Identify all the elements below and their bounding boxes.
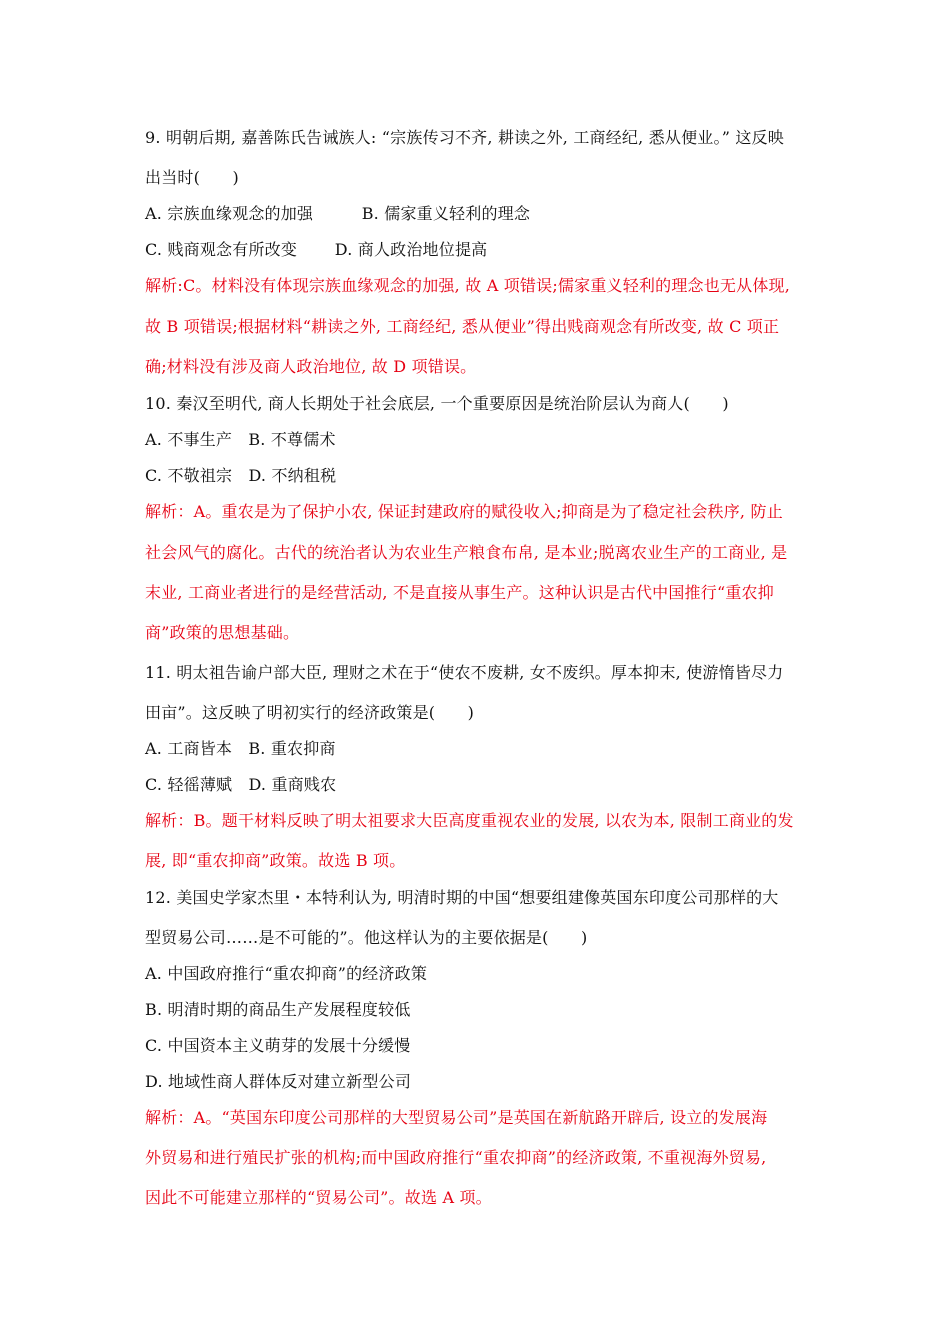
question-12-analysis-line-2: 外贸易和进行殖民扩张的机构;而中国政府推行“重农抑商”的经济政策, 不重视海外贸易,: [145, 1148, 767, 1167]
question-9-analysis-line-2: 故 B 项错误;根据材料“耕读之外, 工商经纪, 悉从便业”得出贱商观念有所改变, 故 C 项正: [145, 317, 780, 336]
question-11-analysis-line-1: 解析：B。题干材料反映了明太祖要求大臣高度重视农业的发展, 以农为本, 限制工商业的发: [145, 811, 794, 830]
question-11-analysis-line-2: 展, 即“重农抑商”政策。故选 B 项。: [145, 851, 406, 870]
question-12-stem-line-1: 12. 美国史学家杰里・本特利认为, 明清时期的中国“想要组建像英国东印度公司那样的大: [145, 888, 779, 907]
question-12-stem-line-2: 型贸易公司……是不可能的”。他这样认为的主要依据是( ): [145, 928, 588, 947]
question-12-option-a: A. 中国政府推行“重农抑商”的经济政策: [145, 964, 428, 983]
question-10-analysis-line-4: 商”政策的思想基础。: [145, 623, 300, 642]
question-12-option-b: B. 明清时期的商品生产发展程度较低: [145, 1000, 411, 1019]
question-9-stem-line-1: 9. 明朝后期, 嘉善陈氏告诫族人: “宗族传习不齐, 耕读之外, 工商经纪, 悉从便业。” 这反映: [145, 128, 784, 147]
question-12-option-d: D. 地域性商人群体反对建立新型公司: [145, 1072, 412, 1091]
question-11-stem-line-2: 田亩”。这反映了明初实行的经济政策是( ): [145, 703, 475, 722]
question-11-options-line-1: A. 工商皆本 B. 重农抑商: [145, 739, 336, 758]
question-9-stem-line-2: 出当时( ): [145, 168, 239, 187]
question-10-options-line-2: C. 不敬祖宗 D. 不纳租税: [145, 466, 337, 485]
question-9-options-line-1: A. 宗族血缘观念的加强 B. 儒家重义轻利的理念: [145, 204, 531, 223]
question-12-option-c: C. 中国资本主义萌芽的发展十分缓慢: [145, 1036, 411, 1055]
question-12-analysis-line-1: 解析：A。“英国东印度公司那样的大型贸易公司”是英国在新航路开辟后, 设立的发展海: [145, 1108, 768, 1127]
question-10-analysis-line-2: 社会风气的腐化。古代的统治者认为农业生产粮食布帛, 是本业;脱离农业生产的工商业, 是: [145, 543, 788, 562]
question-12-analysis-line-3: 因此不可能建立那样的“贸易公司”。故选 A 项。: [145, 1188, 492, 1207]
question-10-analysis-line-3: 末业, 工商业者进行的是经营活动, 不是直接从事生产。这种认识是古代中国推行“重农抑: [145, 583, 774, 602]
question-10-options-line-1: A. 不事生产 B. 不尊儒术: [145, 430, 336, 449]
question-11-stem-line-1: 11. 明太祖告谕户部大臣, 理财之术在于“使农不废耕, 女不废织。厚本抑末, 使游惰皆尽力: [145, 663, 784, 682]
question-10-analysis-line-1: 解析：A。重农是为了保护小农, 保证封建政府的赋役收入;抑商是为了稳定社会秩序, 防止: [145, 502, 783, 521]
question-9-analysis-line-1: 解析:C。材料没有体现宗族血缘观念的加强, 故 A 项错误;儒家重义轻利的理念也无从体现,: [145, 276, 791, 295]
question-9-analysis-line-3: 确;材料没有涉及商人政治地位, 故 D 项错误。: [145, 357, 477, 376]
question-10-stem-line-1: 10. 秦汉至明代, 商人长期处于社会底层, 一个重要原因是统治阶层认为商人( ): [145, 394, 729, 413]
question-9-options-line-2: C. 贱商观念有所改变 D. 商人政治地位提高: [145, 240, 488, 259]
question-11-options-line-2: C. 轻徭薄赋 D. 重商贱农: [145, 775, 337, 794]
